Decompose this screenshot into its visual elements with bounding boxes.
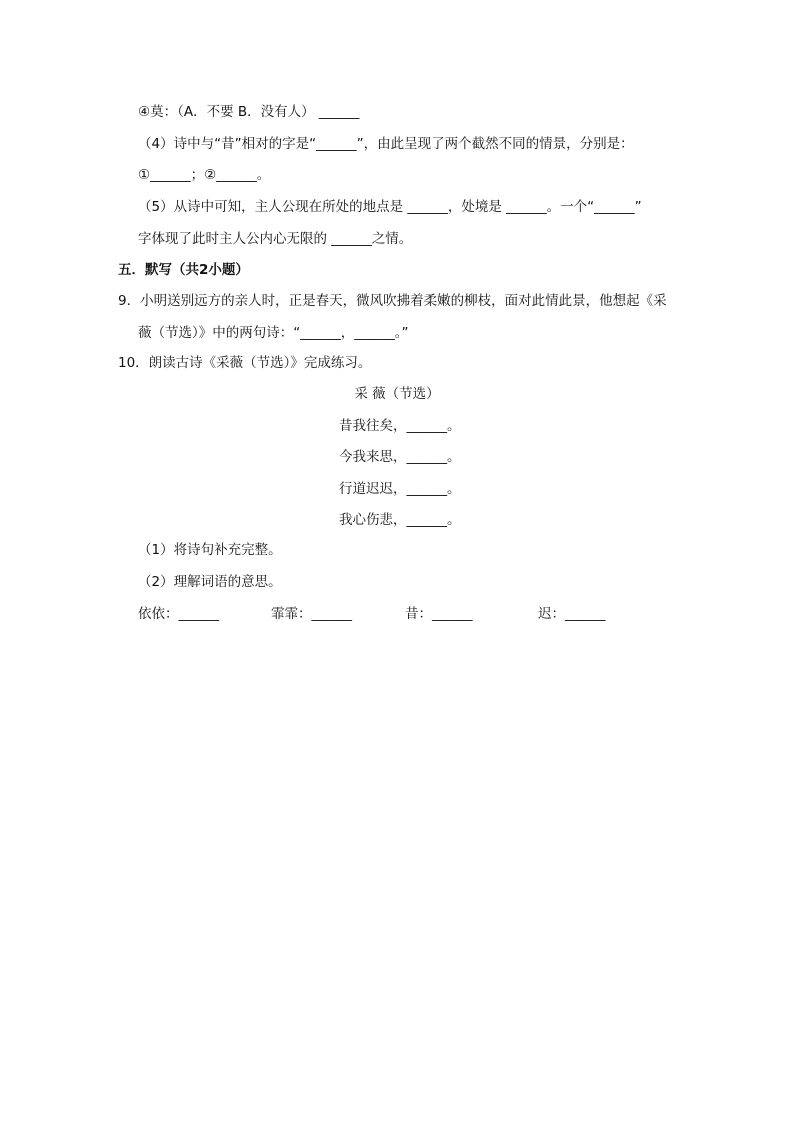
section-title: 五．默写（共2小题） [118,262,249,278]
poem-line-4: 我心伤悲，______。 [339,512,461,528]
vocab-yiyi: 依依：______ [138,606,219,622]
sub-question-1: （1）将诗句补充完整。 [138,542,282,558]
vocab-feifei: 霏霏：______ [271,606,352,622]
sub-question-2: （2）理解词语的意思。 [138,574,282,590]
question-9-line2: 薇（节选）》中的两句诗：“______，______。” [138,325,409,341]
vocab-xi: 昔：______ [405,606,473,622]
poem-line-1: 昔我往矣，______。 [339,418,461,434]
poem-title: 采 薇（节选） [354,386,440,402]
question-9-line1: 9．小明送别远方的亲人时，正是春天，微风吹拂着柔嫩的柳枝，面对此情此景，他想起《采 [118,293,667,309]
poem-line-3: 行道迟迟，______。 [339,481,461,497]
question-10-prompt: 10．朗读古诗《采薇（节选）》完成练习。 [118,355,372,371]
q-line-5-cont: 字体现了此时主人公内心无限的 ______之情。 [138,231,413,247]
q-line-4-answers: ①______；②______。 [138,167,271,183]
q-line-mo: ④莫：（A．不要 B．没有人） ______ [138,104,360,120]
q-line-4: （4）诗中与“昔”相对的字是“______”，由此呈现了两个截然不同的情景，分别是： [138,136,634,152]
poem-line-2: 今我来思，______。 [339,449,461,465]
q-line-5: （5）从诗中可知，主人公现在所处的地点是 ______，处境是 ______。一个“______” [138,199,642,215]
vocab-chi: 迟：______ [538,606,606,622]
